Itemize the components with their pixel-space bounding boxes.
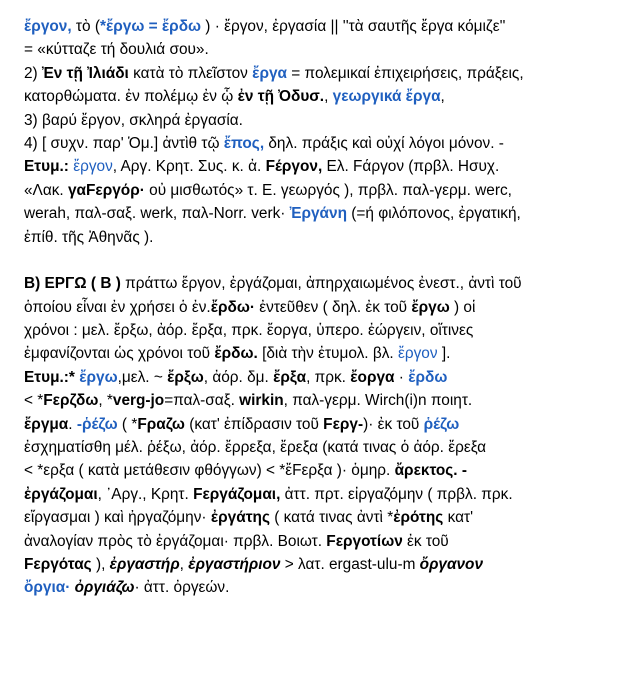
- text-run: [διὰ τὴν ἐτυμολ. βλ.: [257, 345, 398, 363]
- text-line: [24, 272, 626, 295]
- text-run: κατορθώματα. ἐν πολέμῳ ἐν ᾧ: [24, 88, 238, 106]
- highlighted-term: ἔοργα: [350, 368, 395, 386]
- text-run: κατ': [443, 509, 474, 527]
- text-run: ἀττ. πρτ. εἰργαζόμην ( πρβλ. πρκ.: [280, 485, 513, 503]
- text-run: , Αργ. Κρητ. Συς. κ. ἀ.: [112, 158, 266, 176]
- text-run: 3) βαρύ ἔργον, σκληρά ἐργασία.: [24, 111, 243, 129]
- text-run: «Λακ.: [24, 181, 68, 199]
- text-run: .: [68, 415, 77, 433]
- highlighted-term: ἐργάτης: [210, 509, 270, 527]
- highlighted-term: Fραζω: [137, 415, 185, 433]
- text-run: πράττω ἔργον, ἐργάζομαι, ἀπηρχαιωμένος ἐνεστ., ἀντὶ τοῦ: [120, 275, 522, 293]
- highlighted-term: Fεργάζομαι,: [193, 485, 281, 503]
- text-run: εἴργασμαι ) καὶ ἠργαζόμην·: [24, 509, 211, 527]
- text-run: = «κύτταζε τή δουλιά σου».: [24, 41, 209, 59]
- text-line: [24, 155, 626, 178]
- text-run: , πρκ.: [306, 368, 351, 386]
- text-line: [24, 109, 626, 132]
- text-run: ἐπίθ. τῆς Ἀθηνᾶς ).: [24, 228, 154, 246]
- text-run: > λατ. ergast-ulu-m: [280, 555, 420, 573]
- highlighted-term: ἔργω: [79, 368, 118, 386]
- highlighted-term: ἐρότης: [393, 509, 444, 527]
- highlighted-term: ἔργω: [411, 298, 450, 316]
- text-line: [24, 179, 626, 202]
- text-line: [24, 506, 626, 529]
- highlighted-term: Fεργ-: [323, 415, 364, 433]
- text-run: ,: [179, 555, 189, 573]
- text-run: ἀναλογίαν πρὸς τὸ ἐργάζομαι· πρβλ. Βοιωτ.: [24, 532, 327, 550]
- text-run: χρόνοι : μελ. ἔρξω, ἀόρ. ἔρξα, πρκ. ἔοργα, ὑπερο. ἐώργειν, οἵτινες: [24, 322, 474, 340]
- text-line: [24, 15, 626, 38]
- text-run: ].: [437, 345, 451, 363]
- text-line: [24, 436, 626, 459]
- text-run: )· ἐκ τοῦ: [363, 415, 424, 433]
- highlighted-term: ἐν τῇ Ὀδυσ.: [237, 88, 325, 106]
- text-line: [24, 226, 626, 249]
- highlighted-term: -ῥέζω: [76, 415, 118, 433]
- text-run: δηλ. πράξις καὶ οὐχί λόγοι μόνον. -: [264, 134, 504, 152]
- text-run: , ἀόρ. δμ.: [203, 368, 274, 386]
- highlighted-term: ὄργανον: [419, 555, 484, 573]
- highlighted-term: wirkin: [239, 392, 284, 410]
- highlighted-term: Fέργον,: [265, 158, 323, 176]
- text-run: ,μελ. ~: [117, 368, 168, 386]
- highlighted-term: Fερζδω: [43, 392, 99, 410]
- highlighted-term: γεωργικά ἔργα: [332, 88, 441, 106]
- text-line: [24, 296, 626, 319]
- highlighted-term: ἔρδω·: [210, 298, 256, 316]
- text-run: < *ερξα ( κατὰ μετάθεσιν φθόγγων) < *ἔFερξα )· ὁμηρ.: [24, 462, 395, 480]
- text-line: [24, 576, 626, 599]
- highlighted-term: ἔρξα: [273, 368, 307, 386]
- text-run: ,: [324, 88, 333, 106]
- highlighted-term: Ἐν τῇ Ἰλιάδι: [41, 64, 129, 82]
- text-run: = πολεμικαί ἐπιχειρήσεις, πράξεις,: [287, 64, 524, 82]
- text-run: , ᾿Αργ., Κρητ.: [97, 485, 194, 503]
- text-line: [24, 530, 626, 553]
- text-line: [24, 366, 626, 389]
- highlighted-term: *ἔργω = ἔρδω: [99, 18, 202, 35]
- highlighted-term: ἐργαστήρ: [109, 555, 180, 573]
- text-line: [24, 38, 626, 61]
- highlighted-term: ἔρδω: [408, 368, 448, 386]
- highlighted-term: Ετυμ.:*: [24, 368, 75, 386]
- text-run: ἐκ τοῦ: [402, 532, 449, 550]
- highlighted-term: ἔργον,: [24, 18, 72, 35]
- highlighted-term: ἄρεκτος. -: [394, 462, 467, 480]
- text-run: ) οἱ: [449, 298, 476, 316]
- text-run: , παλ-γερμ. Wirch(i)n ποιητ.: [283, 392, 473, 410]
- text-run: ὁποίου εἶναι ἐν χρήσει ὁ ἐν.: [24, 298, 211, 316]
- text-run: , *: [98, 392, 113, 410]
- highlighted-term: ἔρξω: [167, 368, 204, 386]
- text-run: ἐντεῦθεν ( δηλ. ἐκ τοῦ: [255, 298, 412, 316]
- text-run: κατὰ τὸ πλεῖστον: [128, 64, 253, 82]
- text-run: =παλ-σαξ.: [164, 392, 240, 410]
- highlighted-term: ἔργον: [73, 158, 113, 176]
- text-line: [24, 483, 626, 506]
- text-run: Ελ. Fάργον (πρβλ. Ησυχ.: [322, 158, 500, 176]
- text-run: ( *: [117, 415, 138, 433]
- highlighted-term: ἔργμα: [24, 415, 69, 433]
- text-run: werah, παλ-σαξ. werk, παλ-Norr. verk·: [24, 205, 290, 223]
- highlighted-term: ἐργαστήριον: [188, 555, 281, 573]
- highlighted-term: ῥέζω: [423, 415, 460, 433]
- text-line: [24, 342, 626, 365]
- text-line: [24, 85, 626, 108]
- highlighted-term: ἔργα: [252, 64, 288, 82]
- paragraph-gap: [24, 249, 626, 272]
- highlighted-term: ἔργον: [397, 345, 438, 363]
- text-run: < *: [24, 392, 44, 410]
- highlighted-term: Fεργότας: [24, 555, 92, 573]
- text-line: [24, 413, 626, 436]
- highlighted-term: γαFεργόρ·: [68, 181, 145, 199]
- text-run: τὸ (: [71, 18, 100, 35]
- highlighted-term: Ἐργάνη: [289, 205, 347, 223]
- text-line: [24, 553, 626, 576]
- text-line: [24, 202, 626, 225]
- highlighted-term: B) ΕΡΓΩ ( B ): [24, 275, 121, 293]
- highlighted-term: ἐργάζομαι: [24, 485, 98, 503]
- text-run: οὐ μισθωτός» τ. Ε. γεωργός ), πρβλ. παλ-γερμ. werc,: [144, 181, 512, 199]
- text-run: · ἀττ. ὀργεών.: [134, 579, 230, 597]
- text-run: ,: [440, 88, 445, 106]
- highlighted-term: ἔπος,: [223, 134, 265, 152]
- text-line: [24, 459, 626, 482]
- highlighted-term: ὄργια·: [24, 579, 71, 597]
- text-run: ἐμφανίζονται ὡς χρόνοι τοῦ: [24, 345, 215, 363]
- text-run: ·: [394, 368, 409, 386]
- text-run: 4) [ συχν. παρ' Ὁμ.] ἀντὶθ τῷ: [24, 134, 224, 152]
- text-run: ) · ἔργον, ἐργασία || ''τὰ σαυτῆς ἔργα κόμιζε'': [201, 18, 506, 35]
- text-run: 2): [24, 64, 42, 82]
- text-run: (=ή φιλόπονος, ἐργατική,: [346, 205, 521, 223]
- highlighted-term: Fεργοτίων: [326, 532, 403, 550]
- text-line: [24, 62, 626, 85]
- text-line: [24, 132, 626, 155]
- text-run: (κατ' ἐπίδρασιν τοῦ: [184, 415, 324, 433]
- text-line: [24, 319, 626, 342]
- text-run: ἐσχηματίσθη μέλ. ῥέξω, ἀόρ. ἔρρεξα, ἔρεξα (κατά τινας ὁ ἀόρ. ἔρεξα: [24, 439, 487, 457]
- highlighted-term: ὀργιάζω: [74, 579, 135, 597]
- text-run: ),: [91, 555, 110, 573]
- highlighted-term: Ετυμ.:: [24, 158, 69, 176]
- highlighted-term: ἔρδω.: [214, 345, 258, 363]
- highlighted-term: verg-jo: [112, 392, 165, 410]
- text-run: ( κατά τινας ἀντὶ *: [269, 509, 394, 527]
- text-line: [24, 389, 626, 412]
